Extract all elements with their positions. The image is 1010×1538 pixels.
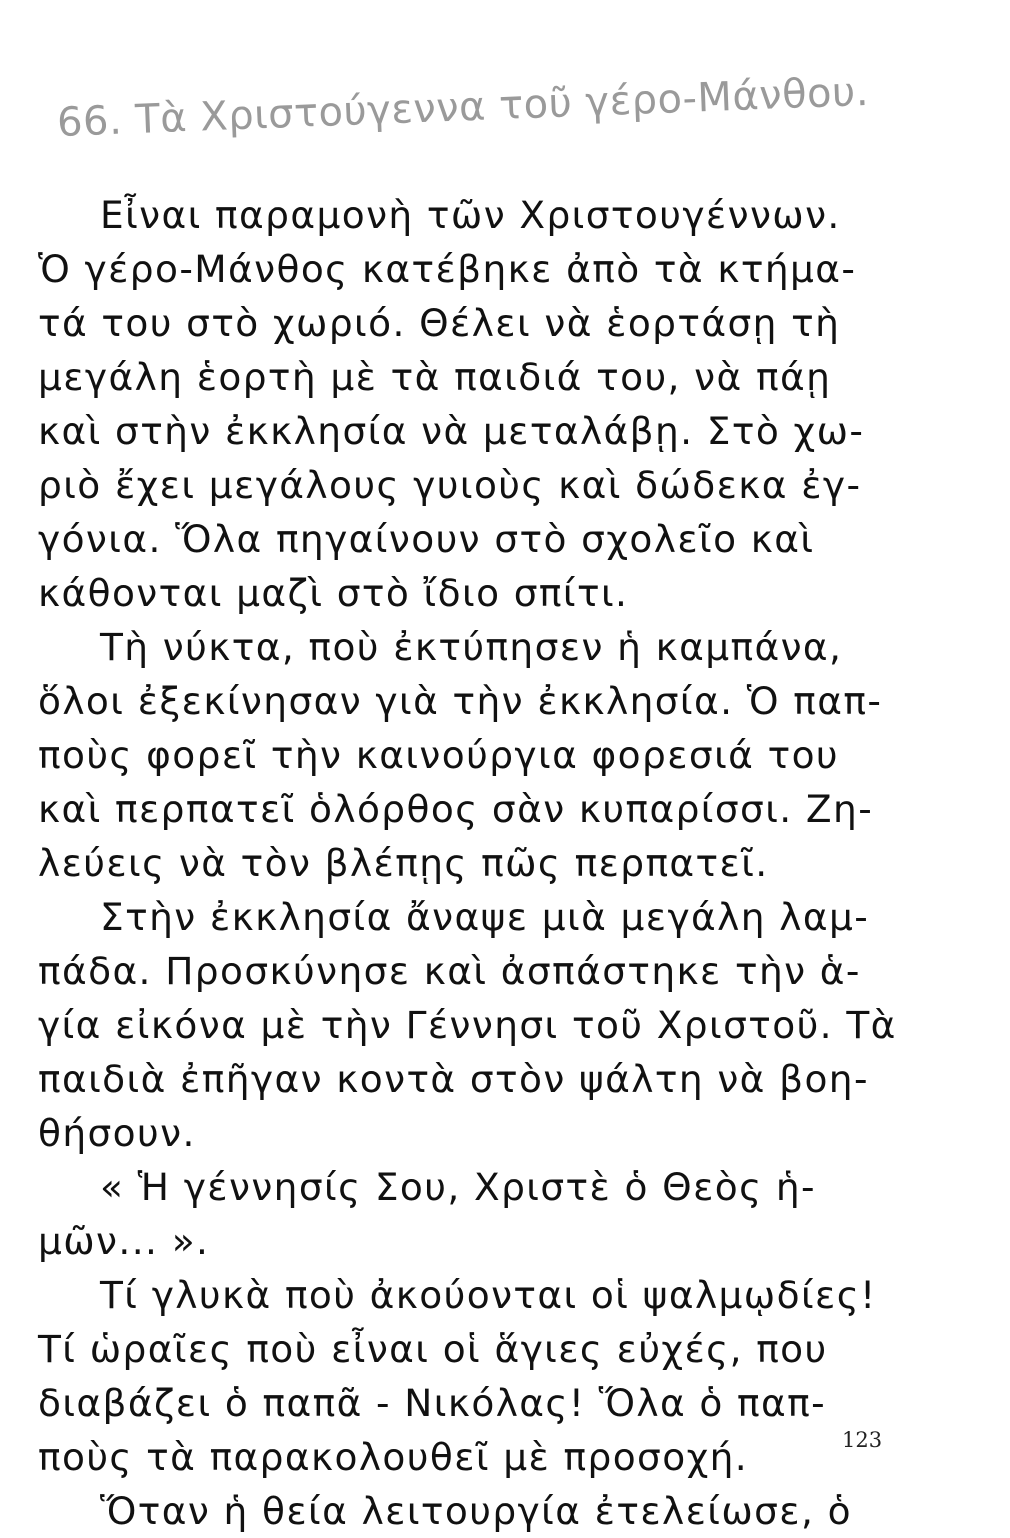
text-line: καὶ περπατεῖ ὁλόρθος σὰν κυπαρίσσι. Ζη- <box>38 787 874 831</box>
text-line: καὶ στὴν ἐκκλησία νὰ μεταλάβῃ. Στὸ χω- <box>38 409 865 453</box>
text-line: « Ἡ γέννησίς Σου, Χριστὲ ὁ Θεὸς ἡ- <box>100 1165 816 1209</box>
text-line: ποὺς φορεῖ τὴν καινούργια φορεσιά του <box>38 733 840 777</box>
text-line: Ὅταν ἡ θεία λειτουργία ἐτελείωσε, ὁ <box>100 1489 852 1533</box>
text-line: θήσουν. <box>38 1111 196 1155</box>
text-line: πάδα. Προσκύνησε καὶ ἀσπάστηκε τὴν ἁ- <box>38 949 861 993</box>
text-line: λεύεις νὰ τὸν βλέπῃς πῶς περπατεῖ. <box>38 841 769 885</box>
text-line: μῶν... ». <box>38 1219 210 1263</box>
chapter-heading: 66. Τὰ Χριστούγεννα τοῦ γέρο-Μάνθου. <box>56 68 870 146</box>
text-line: Στὴν ἐκκλησία ἄναψε μιὰ μεγάλη λαμ- <box>100 895 870 939</box>
text-line: παιδιὰ ἐπῆγαν κοντὰ στὸν ψάλτη νὰ βοη- <box>38 1057 869 1101</box>
text-line: κάθονται μαζὶ στὸ ἴδιο σπίτι. <box>38 571 629 615</box>
text-line: γόνια. Ὅλα πηγαίνουν στὸ σχολεῖο καὶ <box>38 517 815 561</box>
text-line: Τὴ νύκτα, ποὺ ἐκτύπησεν ἡ καμπάνα, <box>100 625 843 669</box>
text-line: τά του στὸ χωριό. Θέλει νὰ ἑορτάσῃ τὴ <box>38 301 841 345</box>
text-line: Τί γλυκὰ ποὺ ἀκούονται οἱ ψαλμῳδίες! <box>100 1273 877 1317</box>
text-line: μεγάλη ἑορτὴ μὲ τὰ παιδιά του, νὰ πάῃ <box>38 355 832 399</box>
text-line: γία εἰκόνα μὲ τὴν Γέννησι τοῦ Χριστοῦ. Τὰ <box>38 1003 897 1047</box>
text-line: ριὸ ἔχει μεγάλους γυιοὺς καὶ δώδεκα ἐγ- <box>38 463 862 507</box>
text-line: ποὺς τὰ παρακολουθεῖ μὲ προσοχή. <box>38 1435 749 1479</box>
text-line: Τί ὡραῖες ποὺ εἶναι οἱ ἅγιες εὐχές, που <box>38 1327 828 1371</box>
page-number: 123 <box>842 1428 883 1452</box>
text-line: διαβάζει ὁ παπᾶ - Νικόλας! Ὅλα ὁ παπ- <box>38 1381 827 1425</box>
text-line: Ὁ γέρο-Μάνθος κατέβηκε ἀπὸ τὰ κτήμα- <box>38 247 857 291</box>
text-line: Εἶναι παραμονὴ τῶν Χριστουγέννων. <box>100 193 841 237</box>
text-line: ὅλοι ἐξεκίνησαν γιὰ τὴν ἐκκλησία. Ὁ παπ- <box>38 679 883 723</box>
body-text <box>38 188 898 1538</box>
